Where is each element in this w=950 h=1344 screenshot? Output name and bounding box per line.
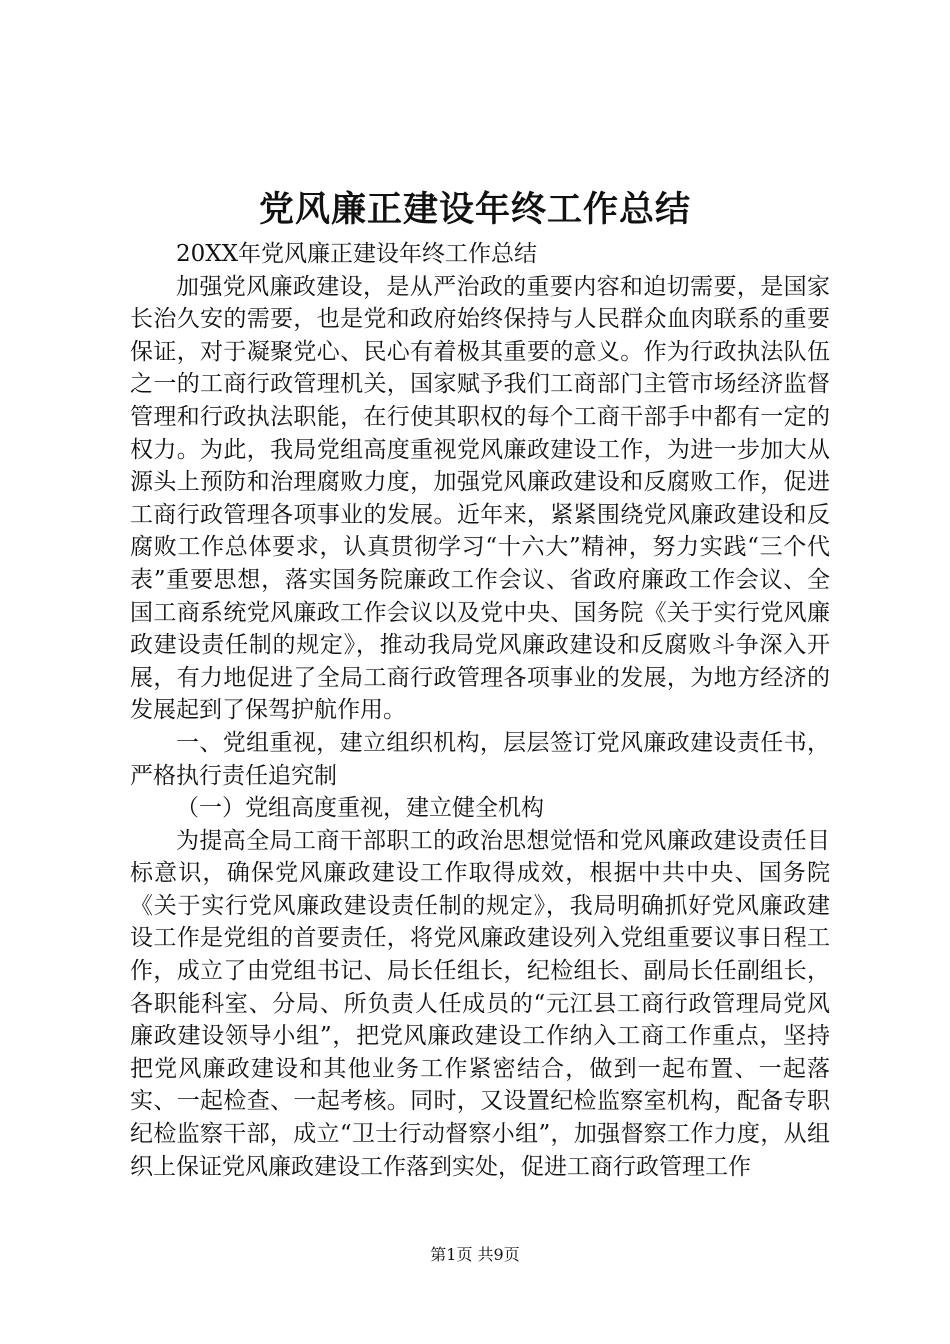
- section-heading-1: 一、党组重视，建立组织机构，层层签订党风廉政建设责任书，严格执行责任追究制: [130, 729, 830, 789]
- paragraph-subtitle: 20XX年党风廉正建设年终工作总结: [176, 241, 538, 267]
- document-body: [130, 238, 830, 1183]
- paragraph-intro: 加强党风廉政建设，是从严治政的重要内容和迫切需要，是国家长治久安的需要，也是党和政府始终保持与人民群众血肉联系的重要保证，对于凝聚党心、民心有着极其重要的意义。作为行政执法队伍之一的工商行政管理机关，国家赋予我们工商部门主管市场经济监督管理和行政执法职能，在行使其职权的每个工商干部手中都有一定的权力。为此，我局党组高度重视党风廉政建设工作，为进一步加大从源头上预防和治理腐败力度，加强党风廉政建设和反腐败工作，促进工商行政管理各项事业的发展。近年来，紧紧围绕党风廉政建设和反腐败工作总体要求，认真贯彻学习“十六大”精神，努力实践“三个代表”重要思想，落实国务院廉政工作会议、省政府廉政工作会议、全国工商系统党风廉政工作会议以及党中央、国务院《关于实行党风廉政建设责任制的规定》，推动我局党风廉政建设和反腐败斗争深入开展，有力地促进了全局工商行政管理各项事业的发展，为地方经济的发展起到了保驾护航作用。: [130, 273, 830, 724]
- document-title: 党风廉正建设年终工作总结: [258, 189, 691, 230]
- subsection-heading-1: （一）党组高度重视，建立健全机构: [176, 795, 544, 822]
- page-number-footer: 第1页 共9页: [430, 1245, 520, 1264]
- paragraph-body: 为提高全局工商干部职工的政治思想觉悟和党风廉政建设责任目标意识，确保党风廉政建设工作取得成效，根据中共中央、国务院《关于实行党风廉政建设责任制的规定》，我局明确抓好党风廉政建设工作是党组的首要责任，将党风廉政建设列入党组重要议事日程工作，成立了由党组书记、局长任组长，纪检组长、副局长任副组长，各职能科室、分局、所负责人任成员的“元江县工商行政管理局党风廉政建设领导小组”，把党风廉政建设工作纳入工商工作重点，坚持把党风廉政建设和其他业务工作紧密结合，做到一起布置、一起落实、一起检查、一起考核。同时，又设置纪检监察室机构，配备专职纪检监察干部，成立“卫士行动督察小组”，加强督察工作力度，从组织上保证党风廉政建设工作落到实处，促进工商行政管理工作: [130, 827, 830, 1180]
